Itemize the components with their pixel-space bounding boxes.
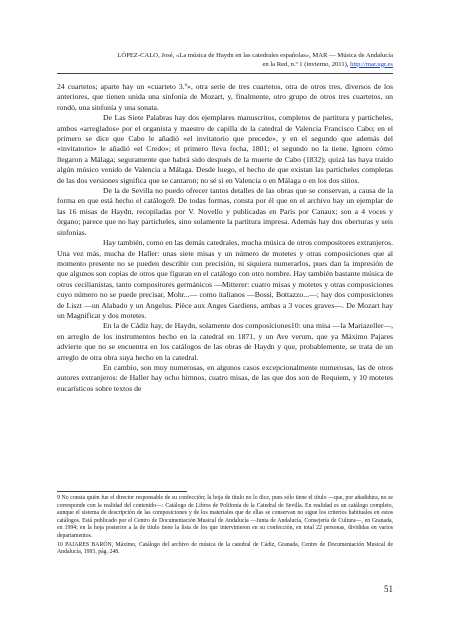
page-number: 51 — [384, 584, 393, 594]
paragraph: En cambio, son muy numerosas, en algunos casos excepcionalmente numerosas, las de otros autores extranjeros: de Haller hay ocho himnos, cuatro misas, de las que dos son de Requiem, y 10 motetes eucarísticos sobre textos de — [57, 362, 393, 393]
paragraph: Hay también, como en las demás catedrales, mucha música de otros compositores extranjeros. Una vez más, mucha de Haller: unas siete misas y un número de motetes y otras composiciones que al momento presente no se pueden describir con precisión, ni siquiera numerarlos, pues dan la impresión de que algunos son copias de otros que figuran en el catálogo con otro nombre. Hay también bastante música de otros cecilianistas, tanto compositores germánicos —Mitterer: cuatro misas y motetes y otras composiciones cuyo número no se puede precisar, Mohr...— como italianos —Bossi, Bottazzo...—; hay dos composiciones de Liszt —un Alabado y un Angelus. Pièce aux Anges Gardiens, ambas a 3 voces graves—. De Mozart hay un Magnificat y dos motetes. — [57, 238, 393, 320]
footnote: 9 No consta quién fue el director responsable de su confección; la hoja de título no lo dice, pues sólo tiene el título —que, por añadidura, no se corresponde con la realidad del contenido—: Catálogo de Libros de Polifonía de la Catedral de Sevilla. En realidad es un catálogo completo, aunque el sistema de descripción de las composiciones y de los materiales que de ellas se conservan no sigue los criterios habituales en estos catálogos. Está publicado por el Centro de Documentación Musical de Andalucía —Junta de Andalucía, Consejería de Cultura—, en Granada, en 1994; en la hoja posterior a la de título tiene la lista de los que intervinieron en su confección, en total 22 personas, divididas en varios departamentos. — [57, 495, 393, 539]
running-header — [53, 52, 393, 69]
footnotes — [57, 495, 393, 558]
footnote-divider — [57, 491, 187, 492]
header-citation: LÓPEZ-CALO, José, «La música de Haydn en las catedrales españolas», MAR — Música de Andalucía — [117, 52, 393, 59]
header-issue — [53, 61, 393, 70]
footnote: 10 PAJARES BARÓN, Máximo, Catálogo del archivo de música de la catedral de Cádiz, Granada, Centro de Documentación Musical de Andalucía, 1993, pág. 248. — [57, 541, 393, 556]
paragraph: De la de Sevilla no puedo ofrecer tantos detalles de las obras que se conservan, a causa de la forma en que está hecho el catálogo9. De todas formas, consta por él que en el archivo hay un ejemplar de las 16 misas de Haydn, recopiladas por V. Novello y publicadas en París por Canaux; son a 4 voces y órgano; parece que no hay particheles, sino solamente la partitura impresa. Además hay dos oberturas y seis sinfonías. — [57, 186, 393, 237]
header-divider — [57, 73, 393, 74]
paragraph: De Las Siete Palabras hay dos ejemplares manuscritos, completos de partitura y particheles, ambos «arreglados» por el organista y maestro de capilla de la catedral de Valencia Francisco Cabo; en el primero se dice que Cabo le añadió «el invitatorio que precede», y en el segundo que además del «invitatorio» le añadió «el Credo»; el primero lleva fecha, 1801; el segundo no la tiene. Ignoro cómo llegaron a Málaga; seguramente que habrá sido después de la muerte de Cabo (1832); quizá las haya traído algún músico venido de Valencia a Málaga. Desde luego, el hecho de que existan las particheles completas de las dos versiones significa que se cantaron; no sé si en Valencia o en Málaga o en los dos sitios. — [57, 113, 393, 185]
header-issue-text: en la Red, n.º 1 (invierno, 2011), — [262, 60, 351, 68]
journal-link[interactable]: http://mar.ugr.es — [350, 60, 393, 68]
paragraph: En la de Cádiz hay, de Haydn, solamente dos composiciones10: una misa —la Mariazeller—, en arreglo de los instrumentos hecho en la catedral en 1871, y un Ave verum, que ya Máximo Pajares advierte que no se encuentra en los catálogos de las obras de Haydn y que, probablemente, se trata de un arreglo de otra obra suya hecho en la catedral. — [57, 321, 393, 362]
paragraph: 24 cuartetos; aparte hay un «cuarteto 3.º», otra serie de tres cuartetos, otra de otros tres, diversos de los anteriores, que tienen unida una sinfonía de Mozart, y, finalmente, otro grupo de otros tres cuartetos, un rondó, una sinfonía y una sonata. — [57, 82, 393, 112]
body-text — [57, 82, 393, 394]
